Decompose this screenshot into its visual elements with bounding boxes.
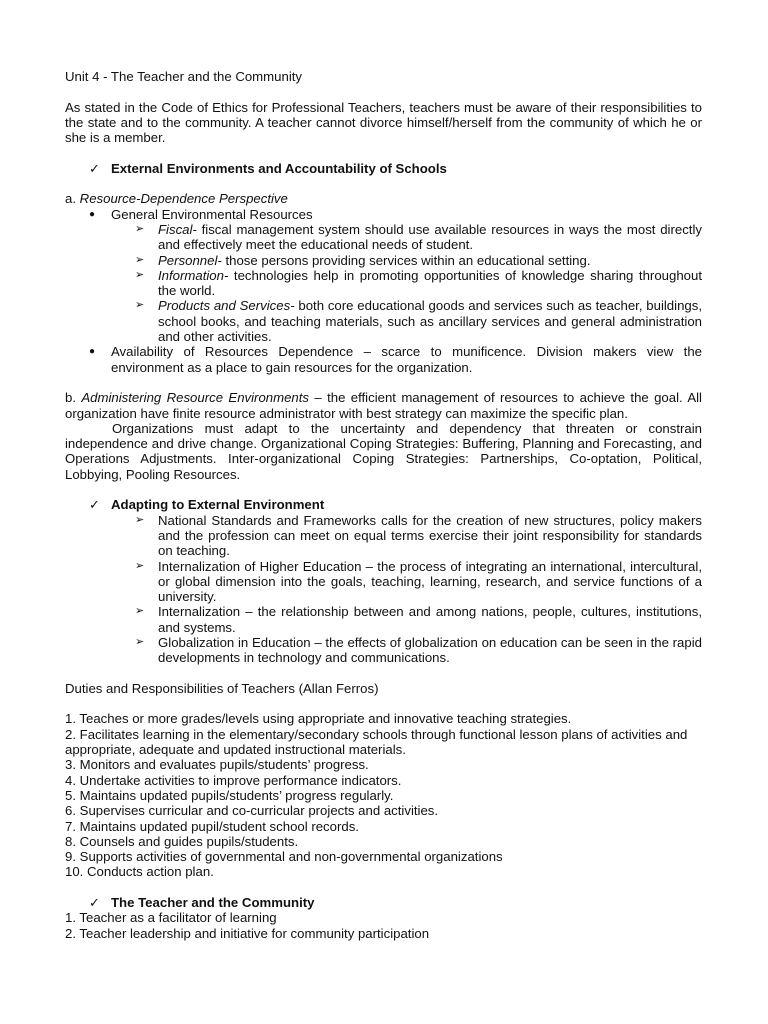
bullet-general-resources: ● General Environmental Resources (89, 206, 313, 222)
duties-heading: Duties and Responsibilities of Teachers (Allan Ferros) (65, 680, 379, 696)
arrow-bullet-icon: ➢ (135, 253, 145, 266)
bullet-icon: ● (89, 346, 96, 358)
intro-paragraph: As stated in the Code of Ethics for Professional Teachers, teachers must be aware of their responsibilities to the state and to the community. A teacher cannot divorce himself/herself from the community of which he or she is a member. (65, 99, 702, 146)
section-heading-external-environments: ✓ External Environments and Accountability of Schools (89, 160, 447, 176)
list-item-products-services: ➢ Products and Services- both core educational goods and services such as teacher, buildings, school books, and teaching materials, such as ancillary services and general administration and other activities. (135, 298, 702, 345)
list-item: 9. Supports activities of governmental and non-governmental organizations (65, 849, 503, 865)
document-title: Unit 4 - The Teacher and the Community (65, 69, 303, 84)
bullet-icon: ● (89, 208, 96, 220)
duties-list (65, 711, 702, 879)
list-item-national-standards: ➢ National Standards and Frameworks calls for the creation of new structures, policy makers and the profession can meet on equal terms exercise their joint responsibility for standards on teaching. (135, 512, 702, 559)
list-item-personnel: ➢ Personnel- those persons providing services within an educational setting. (135, 252, 591, 268)
list-item-information: ➢ Information- technologies help in promoting opportunities of knowledge sharing throughout the world. (135, 267, 702, 299)
subsection-a-title: a. Resource-Dependence Perspective (65, 191, 288, 207)
list-item: 1. Teaches or more grades/levels using appropriate and innovative teaching strategies. (65, 711, 572, 727)
list-item: 7. Maintains updated pupil/student school records. (65, 818, 359, 834)
checkmark-icon: ✓ (89, 895, 100, 911)
arrow-bullet-icon: ➢ (135, 222, 145, 235)
organizations-paragraph: Organizations must adapt to the uncertainty and dependency that threaten or constrain independence and drive change. Organizational Coping Strategies: Buffering, Planning and Forecasting, and Operations Adjustments. Inter-organizational Coping Strategies: Partnerships, Co-optation, Political, Lobbying, Pooling Resources. (65, 420, 702, 482)
arrow-bullet-icon: ➢ (135, 513, 145, 526)
list-item: 4. Undertake activities to improve performance indicators. (65, 772, 402, 788)
list-item: 2. Facilitates learning in the elementary/secondary schools through functional lesson plans of activities and appropriate, adequate and updated instructional materials. (65, 726, 688, 758)
section-heading-teacher-community: ✓ The Teacher and the Community (89, 895, 315, 911)
list-item: 2. Teacher leadership and initiative for community participation (65, 925, 430, 941)
list-item-internalization: ➢ Internalization – the relationship between and among nations, people, cultures, institutions, and systems. (135, 604, 702, 635)
teacher-community-list (65, 910, 702, 941)
document-body (65, 69, 702, 941)
arrow-bullet-icon: ➢ (135, 605, 145, 618)
list-item: 8. Counsels and guides pupils/students. (65, 833, 299, 849)
arrow-bullet-icon: ➢ (135, 635, 145, 648)
section-heading-adapting: ✓ Adapting to External Environment (89, 497, 325, 513)
bullet-availability-resources: ● Availability of Resources Dependence – scarce to munificence. Division makers view the environment as a place to gain resources for the organization. (89, 344, 702, 375)
list-item: 3. Monitors and evaluates pupils/students’ progress. (65, 757, 369, 773)
list-item: 5. Maintains updated pupils/students’ progress regularly. (65, 787, 394, 803)
list-item: 1. Teacher as a facilitator of learning (65, 910, 277, 926)
arrow-bullet-icon: ➢ (135, 268, 145, 281)
checkmark-icon: ✓ (89, 497, 100, 513)
arrow-bullet-icon: ➢ (135, 559, 145, 572)
list-item-internalization-higher-ed: ➢ Internalization of Higher Education – the process of integrating an international, intercultural, or global dimension into the goals, teaching, learning, research, and service functions of a university. (135, 558, 702, 605)
checkmark-icon: ✓ (89, 160, 100, 176)
list-item-fiscal: ➢ Fiscal- fiscal management system should use available resources in ways the most directly and effectively meet the educational needs of student. (135, 221, 702, 253)
subsection-b-paragraph: b. Administering Resource Environments – the efficient management of resources to achieve the goal. All organization have finite resource administrator with best strategy can maximize the specific plan. (65, 390, 702, 421)
list-item: 6. Supervises curricular and co-curricular projects and activities. (65, 803, 439, 819)
list-item: 10. Conducts action plan. (65, 864, 214, 880)
arrow-bullet-icon: ➢ (135, 299, 145, 312)
list-item-globalization: ➢ Globalization in Education – the effects of globalization on education can be seen in the rapid developments in technology and communications. (135, 634, 702, 666)
